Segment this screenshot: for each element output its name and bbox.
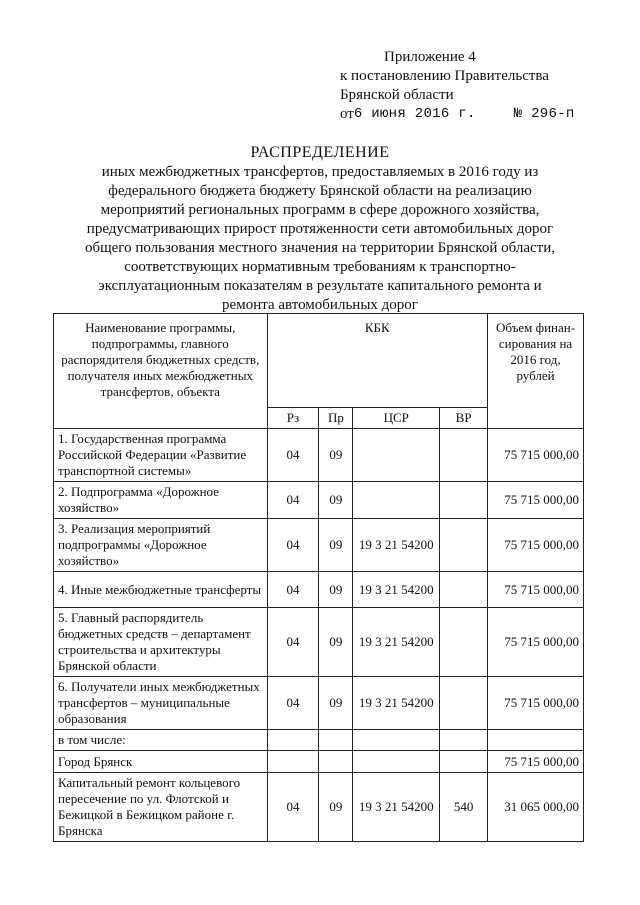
row-vr <box>440 572 488 608</box>
row-amount: 75 715 000,00 <box>488 519 584 572</box>
row-rz: 04 <box>267 608 319 677</box>
appendix-date-line <box>340 105 610 124</box>
distribution-table <box>53 313 584 842</box>
table-row <box>54 730 584 751</box>
row-vr <box>440 751 488 773</box>
row-csr: 19 3 21 54200 <box>353 519 440 572</box>
row-csr <box>353 730 440 751</box>
header-vr: ВР <box>440 408 488 429</box>
row-amount <box>488 730 584 751</box>
row-amount: 75 715 000,00 <box>488 608 584 677</box>
row-csr <box>353 429 440 482</box>
appendix-block <box>340 48 610 124</box>
row-csr: 19 3 21 54200 <box>353 572 440 608</box>
table-row <box>54 482 584 519</box>
row-rz: 04 <box>267 572 319 608</box>
table-row <box>54 751 584 773</box>
row-amount: 75 715 000,00 <box>488 677 584 730</box>
table-body <box>54 429 584 842</box>
table-row <box>54 677 584 730</box>
row-pr: 09 <box>319 482 353 519</box>
document-subtitle: иных межбюджетных трансфертов, предоставляемых в 2016 году из федерального бюджета бюджету Брянской области на реализацию мероприятий региональных программ в сфере дорожного хозяйства, предусматривающих прирост протяженности сети автомобильных дорог общего пользования местного значения на территории Брянской области, соответствующих нормативным требованиям к транспортно-эксплуатационным показателям в результате капитального ремонта и ремонта автомобильных дорог <box>84 164 556 313</box>
row-pr: 09 <box>319 773 353 842</box>
row-rz: 04 <box>267 429 319 482</box>
row-csr: 19 3 21 54200 <box>353 677 440 730</box>
table-row <box>54 519 584 572</box>
row-rz: 04 <box>267 482 319 519</box>
row-rz: 04 <box>267 519 319 572</box>
row-rz <box>267 730 319 751</box>
row-vr <box>440 608 488 677</box>
row-amount: 31 065 000,00 <box>488 773 584 842</box>
row-pr: 09 <box>319 519 353 572</box>
row-name: Капитальный ремонт кольцевого пересечение по ул. Флотской и Бежицкой в Бежицком районе г. Брянска <box>54 773 268 842</box>
date-prefix: от <box>340 106 354 122</box>
row-pr <box>319 730 353 751</box>
table-row <box>54 429 584 482</box>
row-amount: 75 715 000,00 <box>488 751 584 773</box>
appendix-resolution: к постановлению Правительства <box>340 68 549 84</box>
row-vr <box>440 677 488 730</box>
header-pr: Пр <box>319 408 353 429</box>
row-csr <box>353 751 440 773</box>
row-pr: 09 <box>319 677 353 730</box>
row-name: 4. Иные межбюджетные трансферты <box>54 572 268 608</box>
row-vr <box>440 429 488 482</box>
row-name: 2. Подпрограмма «Дорожное хозяйство» <box>54 482 268 519</box>
header-csr: ЦСР <box>353 408 440 429</box>
row-name: 6. Получатели иных межбюджетных трансфертов – муниципальные образования <box>54 677 268 730</box>
appendix-date: 6 июня 2016 г. <box>353 106 476 122</box>
appendix-number: Приложение 4 <box>384 49 476 65</box>
row-csr <box>353 482 440 519</box>
row-vr <box>440 730 488 751</box>
row-vr <box>440 482 488 519</box>
row-amount: 75 715 000,00 <box>488 572 584 608</box>
row-vr <box>440 519 488 572</box>
appendix-doc-number: № 296-п <box>513 106 575 122</box>
row-csr: 19 3 21 54200 <box>353 608 440 677</box>
table-row <box>54 608 584 677</box>
row-rz: 04 <box>267 677 319 730</box>
row-pr: 09 <box>319 608 353 677</box>
row-name: 3. Реализация мероприятий подпрограммы «Дорожное хозяйство» <box>54 519 268 572</box>
row-amount: 75 715 000,00 <box>488 429 584 482</box>
row-pr <box>319 751 353 773</box>
row-vr: 540 <box>440 773 488 842</box>
header-kbk: КБК <box>267 314 488 408</box>
row-name: в том числе: <box>54 730 268 751</box>
row-amount: 75 715 000,00 <box>488 482 584 519</box>
document-title: РАСПРЕДЕЛЕНИЕ <box>250 144 390 161</box>
table-row <box>54 572 584 608</box>
row-rz <box>267 751 319 773</box>
row-pr: 09 <box>319 572 353 608</box>
header-name: Наименование программы, подпрограммы, главного распорядителя бюджетных средств, получателя иных межбюджетных трансфертов, объекта <box>54 314 268 429</box>
row-name: Город Брянск <box>54 751 268 773</box>
row-pr: 09 <box>319 429 353 482</box>
header-amount: Объем финан-сирования на 2016 год, рублей <box>488 314 584 429</box>
table-row <box>54 773 584 842</box>
appendix-region: Брянской области <box>340 87 454 103</box>
row-rz: 04 <box>267 773 319 842</box>
header-rz: Рз <box>267 408 319 429</box>
row-name: 5. Главный распорядитель бюджетных средств – департамент строительства и архитектуры Брянской области <box>54 608 268 677</box>
table-header-row <box>54 314 584 408</box>
row-name: 1. Государственная программа Российской Федерации «Развитие транспортной системы» <box>54 429 268 482</box>
row-csr: 19 3 21 54200 <box>353 773 440 842</box>
